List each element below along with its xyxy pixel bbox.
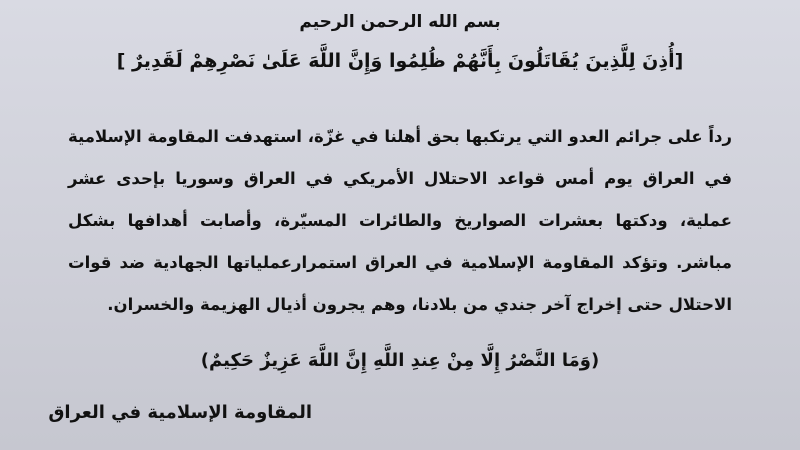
closing-verse: (وَمَا النَّصْرُ إِلَّا مِنْ عِندِ اللَّهِ إِنَّ اللَّهَ عَزِيزٌ حَكِيمٌ) bbox=[200, 350, 600, 371]
signature: المقاومة الإسلامية في العراق bbox=[48, 402, 312, 423]
statement-body: رداً على جرائم العدو التي يرتكبها بحق أهلنا في غزّة، استهدفت المقاومة الإسلامية في العراق يوم أمس قواعد الاحتلال الأمريكي في العراق وسوريا بإحدى عشر عملية، ودكتها بعشرات الصواريخ والطائرات المسيّرة، وأصابت أهدافها بشكل مباشر. وتؤكد المقاومة الإسلامية في العراق استمرارعملياتها الجهادية ضد قوات الاحتلال حتى إخراج آخر جندي من بلادنا، وهم يجرون أذيال الهزيمة والخسران. bbox=[68, 127, 732, 314]
opening-verse: [أُذِنَ لِلَّذِينَ يُقَاتَلُونَ بِأَنَّهُمْ ظُلِمُوا وَإِنَّ اللَّهَ عَلَىٰ نَصْرِهِمْ لَقَدِيرٌ ] bbox=[116, 50, 684, 72]
basmala-heading: بسم الله الرحمن الرحيم bbox=[299, 12, 501, 32]
